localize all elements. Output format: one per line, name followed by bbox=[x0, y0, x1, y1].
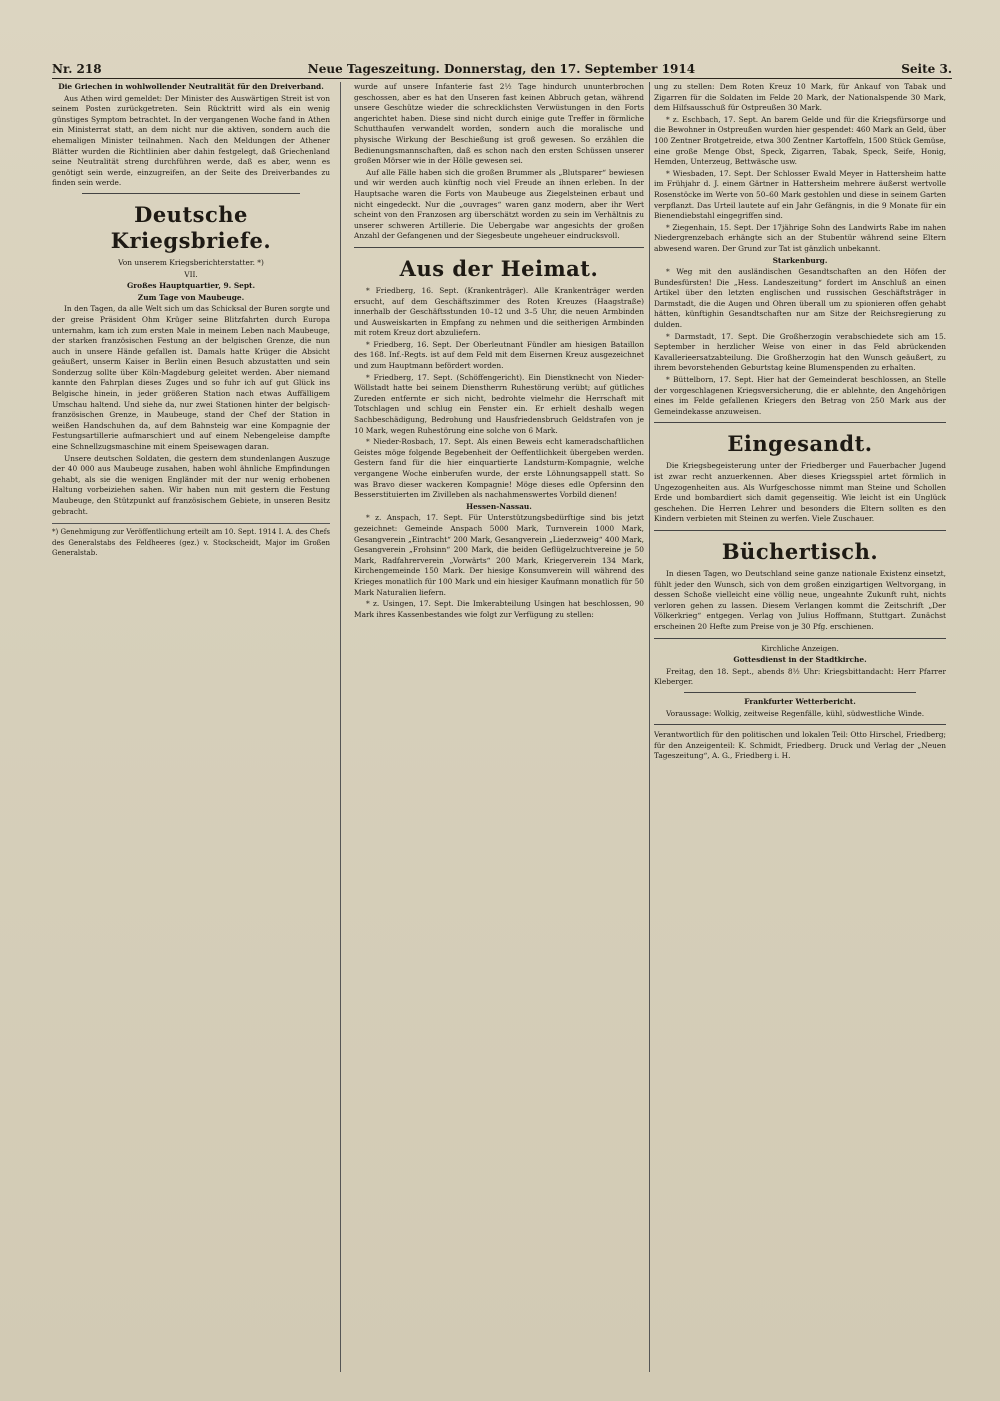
divider bbox=[684, 692, 916, 693]
column-1 bbox=[52, 82, 330, 1392]
article-paragraph: Unsere deutschen Soldaten, die gestern dem stundenlangen Auszuge der 40 000 aus Maubeuge zusahen, haben wohl ähnliche Empfindungen gehabt, als sie die wenigen Engländer mit der nur wenig erhobenen Haltung vorbeiziehen sahen. Wir haben nun mit gestern die Festung Maubeuge, den Stützpunkt auf französischem Gebiete, in unseren Besitz gebracht. bbox=[52, 453, 330, 516]
column-3 bbox=[654, 82, 946, 1392]
news-item: * Weg mit den ausländischen Gesandtschaften an den Höfen der Bundesfürsten! Die „Hess. Landeszeitung“ fordert im Anschluß an einen Artikel über den letzten englischen und russischen Geschäftsträger in Darmstadt, die die Augen und Ohren überall um zu spionieren offen gehabt hätten, künftighin Gesandtschaften nur am Sitze der Reichsregierung zu dulden. bbox=[654, 267, 946, 330]
article-headline: Die Griechen in wohlwollender Neutralität für den Dreiverband. bbox=[58, 82, 324, 91]
dateline: Großes Hauptquartier, 9. Sept. bbox=[126, 281, 256, 291]
section-title: Büchertisch. bbox=[721, 538, 879, 564]
news-item: * Ziegenhain, 15. Sept. Der 17jährige Sohn des Landwirts Rabe im nahen Niedergrenzebach erhängte sich an der Stubentür während seine Eltern abwesend waren. Der Grund zur Tat ist gänzlich unbekannt. bbox=[654, 222, 946, 253]
weather-text: Voraussage: Wolkig, zeitweise Regenfälle, kühl, südwestliche Winde. bbox=[666, 708, 925, 718]
section-title: Deutsche Kriegsbriefe. bbox=[110, 201, 272, 253]
news-item: * z. Eschbach, 17. Sept. An barem Gelde und für die Kriegsfürsorge und die Bewohner in Ostpreußen wurden hier gespendet: 460 Mark an Geld, über 100 Zentner Brotgetreide, etwa 300 Zentner Kartoffeln, 1500 Stück Gemüse, eine große Menge Obst, Speck, Zigarren, Tabak, Speck, Seife, Honig, Hemden, Unterzeug, Bettwäsche usw. bbox=[654, 114, 946, 167]
section-title: Aus der Heimat. bbox=[399, 255, 599, 281]
weather-title: Frankfurter Wetterbericht. bbox=[744, 696, 856, 706]
imprint: Verantwortlich für den politischen und lokalen Teil: Otto Hirschel, Friedberg; für den Anzeigenteil: K. Schmidt, Friedberg. Druck und Verlag der „Neuen Tageszeitung“, A. G., Friedberg i. H. bbox=[654, 730, 946, 761]
news-item: * z. Usingen, 17. Sept. Die Imkerabteilung Usingen hat beschlossen, 90 Mark ihres Kassenbestandes wie folgt zur Verfügung zu stellen: bbox=[354, 599, 644, 619]
letter-number: VII. bbox=[184, 269, 198, 279]
article-paragraph: In diesen Tagen, wo Deutschland seine ganze nationale Existenz einsetzt, fühlt jeder den Wunsch, sich von dem großen einzigartigen Weltvorgang, in dessen Schoße vielleicht eine völlig neue, ungeahnte Zukunft ruht, nichts verloren gehen zu lassen. Diesem Verlangen kommt die Zeitschrift „Der Völkerkrieg“ entgegen. Verlag von Julius Hoffmann, Stuttgart. Zunächst erscheinen 20 Hefte zum Preise von je 30 Pfg. erschienen. bbox=[654, 568, 946, 631]
divider bbox=[354, 247, 644, 248]
column-rule bbox=[340, 82, 341, 1372]
column-2 bbox=[354, 82, 644, 1392]
news-item: * Büttelborn, 17. Sept. Hier hat der Gemeinderat beschlossen, an Stelle der vorgeschlagenen Kriegsversicherung, die er ablehnte, den Angehörigen eines im Felde gefallenen Kriegers den Betrag von 250 Mark aus der Gemeindekasse anzuweisen. bbox=[654, 375, 946, 416]
divider bbox=[654, 638, 946, 639]
article-paragraph: Aus Athen wird gemeldet: Der Minister des Auswärtigen Streit ist von seinem Posten zurückgetreten. Sein Rücktritt wird als ein wenig günstiges Symptom betrachtet. In der vergangenen Woche fand in Athen ein Ministerrat statt, an dem nicht nur die aktiven, sondern auch die ehemaligen Minister teilnahmen. Nach den Meldungen der Athener Blätter wurden die Richtlinien aber dahin festgelegt, daß Griechenland seine Neutralität streng durchführen werde, daß es aber, wenn es genötigt sein werde, einzugreifen, an der Seite des Dreiverbandes zu finden sein werde. bbox=[52, 93, 330, 188]
news-item: * Friedberg, 16. Sept. (Krankenträger). Alle Krankenträger werden ersucht, auf dem Geschäftszimmer des Roten Kreuzes (Haagstraße) innerhalb der Geschäftsstunden 10–12 und 3–5 Uhr, die neuen Armbinden und Ausweiskarten in Empfang zu nehmen und die seitherigen Armbinden mit rotem Kreuz dort abzuliefern. bbox=[354, 285, 644, 338]
divider bbox=[654, 724, 946, 725]
article-subhead: Zum Tage von Maubeuge. bbox=[137, 292, 245, 302]
news-item: ung zu stellen: Dem Roten Kreuz 10 Mark, für Ankauf von Tabak und Zigarren für die Soldaten im Felde 20 Mark, der Nationalspende 30 Mark, dem Hilfsausschuß für Ostpreußen 30 Mark. bbox=[654, 82, 946, 113]
news-item: * Darmstadt, 17. Sept. Die Großherzogin verabschiedete sich am 15. September in herzlicher Weise von einer in das Feld abrückenden Kavallerieersatzabteilung. Die Großherzogin hat den Wunsch geäußert, zu ihrem bevorstehenden Geburtstag keine Blumenspenden zu erhalten. bbox=[654, 331, 946, 373]
article-paragraph: Auf alle Fälle haben sich die großen Brummer als „Blutsparer“ bewiesen und wir werden auch künftig noch viel Freude an ihnen erleben. In der Hauptsache waren die Forts von Maubeuge aus Ziegelsteinen erbaut und nicht eingedeckt. Nur die „ouvrages“ waren ganz modern, aber ihr Wert scheint von den Franzosen arg überschätzt worden zu sein im Verhältnis zu unserer schweren Artillerie. Die Uebergabe war angesichts der großen Anzahl der Gefangenen und der Siegesbeute ungeheuer eindrucksvoll. bbox=[354, 167, 644, 241]
section-title: Eingesandt. bbox=[727, 431, 873, 457]
article-paragraph: In den Tagen, da alle Welt sich um das Schicksal der Buren sorgte und der greise Präsident Ohm Krüger seine Blitzfahrten durch Europa unternahm, kam ich zum ersten Male in meinem Leben nach Maubeuge, der starken französischen Festung an der belgischen Grenze, die nun auch in unsere Hände gefallen ist. Damals hatte Krüger die Absicht geäußert, unserm Kaiser in Berlin einen Besuch abzustatten und sein Sonderzug sollte über Köln-Magdeburg geleitet werden. Aber niemand kannte den Fahrplan dieses Zuges und so fuhr ich auf gut Glück ins Belgische hinein, in jeder größeren Station nach etwas Auffälligem Umschau haltend. Und siehe da, nur zwei Stationen hinter der belgisch-französischen Grenze, in Maubeuge, stand der Chef der Station in weißen Handschuhen da, auf dem Bahnsteig war eine Kompagnie der Festungsartillerie aufmarschiert und auf einem Nebengeleise dampfte eine Schnellzugsmaschine mit einem Speisewagen daran. bbox=[52, 304, 330, 452]
news-item: * Friedberg, 16. Sept. Der Oberleutnant Fündler am hiesigen Bataillon des 168. Inf.-Regts. ist auf dem Feld mit dem Eisernen Kreuz ausgezeichnet und zum Hauptmann befördert worden. bbox=[354, 339, 644, 371]
news-item: * z. Anspach, 17. Sept. Für Unterstützungsbedürftige sind bis jetzt gezeichnet: Gemeinde Anspach 5000 Mark, Turnverein 1000 Mark, Gesangverein „Eintracht“ 200 Mark, Gesangverein „Liederzweig“ 400 Mark, Gesangverein „Frohsinn“ 200 Mark, die beiden Geflügelzuchtvereine je 50 Mark, Radfahrerverein „Vorwärts“ 200 Mark, Kriegerverein 134 Mark, Kirchengemeinde 150 Mark. Der hiesige Konsumverein will während des Krieges monatlich für 100 Mark und ein hiesiger Kaufmann monatlich für 50 Mark Naturalien liefern. bbox=[354, 513, 644, 597]
article-paragraph: wurde auf unsere Infanterie fast 2½ Tage hindurch ununterbrochen geschossen, aber es hat den Unseren fast keinen Abbruch getan, während unsere Geschütze wieder die schrecklichsten Verwüstungen in den Forts angerichtet haben. Diese sind nicht durch einige gute Treffer in förmliche Schutthaufen verwandelt worden, sondern auch die moralische und physische Wirkung der Beschießung ist groß gewesen. So erzählen die Bedienungsmannschaften, daß es schon nach den ersten Schüssen unserer großen Mörser wie in der Hölle gewesen sei. bbox=[354, 82, 644, 166]
news-item: * Friedberg, 17. Sept. (Schöffengericht). Ein Dienstknecht von Nieder-Wöllstadt hatte bei seinem Dienstherrn Ruhestörung verübt; auf gütliches Zureden entfernte er sich nicht, bedrohte vielmehr die Herrschaft mit Totschlagen und schlug ein Fenster ein. Er erhielt deshalb wegen Sachbeschädigung, Bedrohung und Hausfriedensbruch Geldstrafen von je 10 Mark, wegen Ruhestörung eine solche von 6 Mark. bbox=[354, 372, 644, 435]
issue-number: Nr. 218 bbox=[52, 62, 102, 76]
divider bbox=[654, 530, 946, 531]
church-subhead: Gottesdienst in der Stadtkirche. bbox=[733, 655, 867, 665]
page-number: Seite 3. bbox=[901, 62, 952, 76]
byline: Von unserem Kriegsberichterstatter. *) bbox=[118, 257, 264, 267]
church-text: Freitag, den 18. Sept., abends 8½ Uhr: Kriegsbittandacht: Herr Pfarrer Kleberger. bbox=[654, 666, 946, 687]
column-rule bbox=[649, 82, 650, 1372]
church-title: Kirchliche Anzeigen. bbox=[761, 643, 839, 653]
footnote: *) Genehmigung zur Veröffentlichung erteilt am 10. Sept. 1914 I. A. des Chefs des Generalstabs des Feldheeres (gez.) v. Stockscheidt, Major im Großen Generalstab. bbox=[52, 523, 330, 559]
article-paragraph: Die Kriegsbegeisterung unter der Friedberger und Fauerbacher Jugend ist zwar recht anzuerkennen. Aber dieses Kriegsspiel artet förmlich in Ungezogenheiten aus. Als Wurfgeschosse nimmt man Steine und Schollen Erde und bombardiert sich damit gegenseitig. Wie leicht ist ein Unglück geschehen. Die Herren Lehrer und besonders die Eltern sollten es den Kindern verbieten mit Steinen zu werfen. Viele Zuschauer. bbox=[654, 461, 946, 524]
divider bbox=[82, 193, 300, 194]
masthead-date: Neue Tageszeitung. Donnerstag, den 17. September 1914 bbox=[307, 62, 696, 76]
page-header bbox=[52, 56, 952, 79]
region-subhead: Starkenburg. bbox=[772, 255, 828, 265]
region-subhead: Hessen-Nassau. bbox=[466, 501, 532, 511]
news-item: * Nieder-Rosbach, 17. Sept. Als einen Beweis echt kameradschaftlichen Geistes möge folgende Begebenheit der Oeffentlichkeit übergeben werden. Gestern fand für die hier einquartierte Landsturm-Kompagnie, welche vergangene Woche einberufen wurde, der erste Löhnungsappell statt. So was Bravo dieser wackeren Kompagnie! Möge dieses edle Opfersinn den Besserstituierten im Zivilleben als nachahmenswertes Vorbild dienen! bbox=[354, 437, 644, 500]
news-item: * Wiesbaden, 17. Sept. Der Schlosser Ewald Meyer in Hattersheim hatte im Frühjahr d. J. einem Gärtner in Hattersheim mehrere äußerst wertvolle Rosenstöcke im Werte von 50–60 Mark gestohlen und diese in seinem Garten verpflanzt. Das Urteil lautete auf ein Jahr Gefängnis, in die 9 Monate für ein Bienendiebstahl eingegriffen sind. bbox=[654, 168, 946, 221]
divider bbox=[654, 422, 946, 423]
